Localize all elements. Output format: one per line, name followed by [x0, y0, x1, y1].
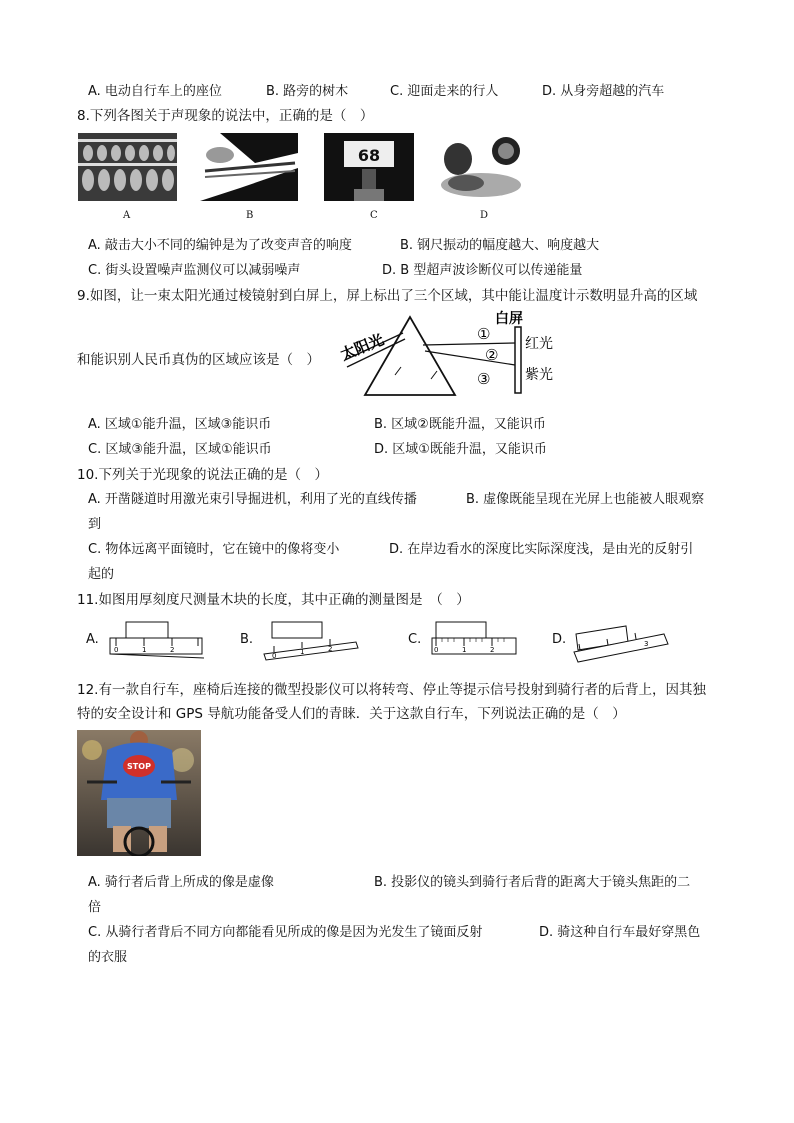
q11-label-c: C. — [408, 632, 422, 647]
q8-option-d: D. B 型超声波诊断仪可以传递能量 — [382, 263, 583, 278]
q10-option-d-line1: D. 在岸边看水的深度比实际深度浅，是由光的反射引 — [389, 542, 694, 557]
q10-option-c: C. 物体远离平面镜时，它在镜中的像将变小 — [88, 542, 340, 557]
ruler-b-tick-2: 2 — [328, 645, 333, 653]
q8-option-c: C. 街头设置噪声监测仪可以减弱噪声 — [88, 263, 301, 278]
bicycle-rider-photo — [77, 730, 201, 856]
q11-stem: 11.如图用厚刻度尺测量木块的长度，其中正确的测量图是 （ ） — [77, 592, 470, 608]
q9-option-d: D. 区域①既能升温，又能识币 — [374, 442, 547, 457]
q7-option-a: A. 电动自行车上的座位 — [88, 84, 222, 99]
ruler-d-tick-3: 3 — [644, 640, 649, 648]
red-light-label: 红光 — [525, 336, 553, 352]
q12-option-a: A. 骑行者后背上所成的像是虚像 — [88, 875, 274, 890]
ruler-vibration-photo — [200, 133, 298, 201]
bianzhong-photo — [78, 133, 177, 201]
q8-caption-b: B — [246, 210, 254, 221]
q8-option-a: A. 敲击大小不同的编钟是为了改变声音的响度 — [88, 238, 352, 253]
q12-option-d-line1: D. 骑这种自行车最好穿黑色 — [539, 925, 701, 940]
screen-label: 白屏 — [495, 311, 523, 327]
q12-stem-line1: 12.有一款自行车，座椅后连接的微型投影仪可以将转弯、停止等提示信号投射到骑行者的后背上，因其独 — [77, 682, 706, 698]
ruler-c-tick-2: 2 — [490, 646, 495, 654]
meter-reading: 68 — [357, 146, 381, 165]
q12-option-d-line2: 的衣服 — [88, 950, 128, 965]
ruler-figure-a — [108, 618, 208, 666]
q8-caption-a: A — [123, 210, 131, 221]
q10-option-d-line2: 起的 — [88, 567, 115, 582]
sunlight-label: 太阳光 — [337, 330, 387, 365]
q10-option-b-line2: 到 — [88, 517, 102, 532]
q12-stem-line2: 特的安全设计和 GPS 导航功能备受人们的青睐．关于这款自行车，下列说法正确的是（ ） — [77, 706, 626, 722]
ultrasound-photo — [436, 133, 524, 201]
ruler-a-tick-1: 1 — [142, 646, 147, 654]
q11-label-b: B. — [240, 632, 254, 647]
q7-option-c: C. 迎面走来的行人 — [390, 84, 499, 99]
stop-sign-text: STOP — [127, 762, 151, 771]
zone-1-label: ① — [477, 325, 491, 343]
zone-2-label: ② — [485, 346, 499, 364]
q7-option-d: D. 从身旁超越的汽车 — [542, 84, 665, 99]
ruler-a-tick-0: 0 — [114, 646, 119, 654]
q12-option-b-line1: B. 投影仪的镜头到骑行者后背的距离大于镜头焦距的二 — [374, 875, 691, 890]
q11-label-d: D. — [552, 632, 567, 647]
ruler-b-tick-1: 1 — [300, 648, 305, 656]
q10-option-a: A. 开凿隧道时用激光束引导掘进机，利用了光的直线传播 — [88, 492, 417, 507]
ruler-c-tick-0: 0 — [434, 646, 439, 654]
q12-option-c: C. 从骑行者背后不同方向都能看见所成的像是因为光发生了镜面反射 — [88, 925, 483, 940]
ruler-figure-c — [430, 618, 520, 666]
q11-label-a: A. — [86, 632, 99, 647]
q9-option-b: B. 区域②既能升温，又能识币 — [374, 417, 546, 432]
q8-option-b: B. 钢尺振动的幅度越大、响度越大 — [400, 238, 600, 253]
ruler-c-tick-1: 1 — [462, 646, 467, 654]
q8-caption-d: D — [480, 210, 489, 221]
q8-stem: 8.下列各图关于声现象的说法中，正确的是（ ） — [77, 108, 374, 124]
ruler-figure-b — [262, 618, 362, 666]
q10-stem: 10.下列关于光现象的说法正确的是（ ） — [77, 467, 328, 483]
q9-stem-line2: 和能识别人民币真伪的区域应该是（ ） — [77, 352, 320, 368]
ruler-b-tick-0: 0 — [272, 652, 277, 660]
q10-option-b-line1: B. 虚像既能呈现在光屏上也能被人眼观察 — [466, 492, 705, 507]
q9-stem-line1: 9.如图，让一束太阳光通过棱镜射到白屏上，屏上标出了三个区域，其中能让温度计示数明显升高的区域 — [77, 288, 698, 304]
q9-option-a: A. 区域①能升温，区域③能识币 — [88, 417, 272, 432]
prism-figure — [335, 305, 565, 405]
ruler-a-tick-2: 2 — [170, 646, 175, 654]
q7-option-b: B. 路旁的树木 — [266, 84, 349, 99]
q12-option-b-line2: 倍 — [88, 900, 102, 915]
ruler-figure-d — [570, 618, 670, 666]
zone-3-label: ③ — [477, 370, 491, 388]
violet-light-label: 紫光 — [525, 367, 553, 383]
q9-option-c: C. 区域③能升温，区域①能识币 — [88, 442, 272, 457]
noise-monitor-photo — [324, 133, 414, 201]
q8-caption-c: C — [370, 210, 378, 221]
